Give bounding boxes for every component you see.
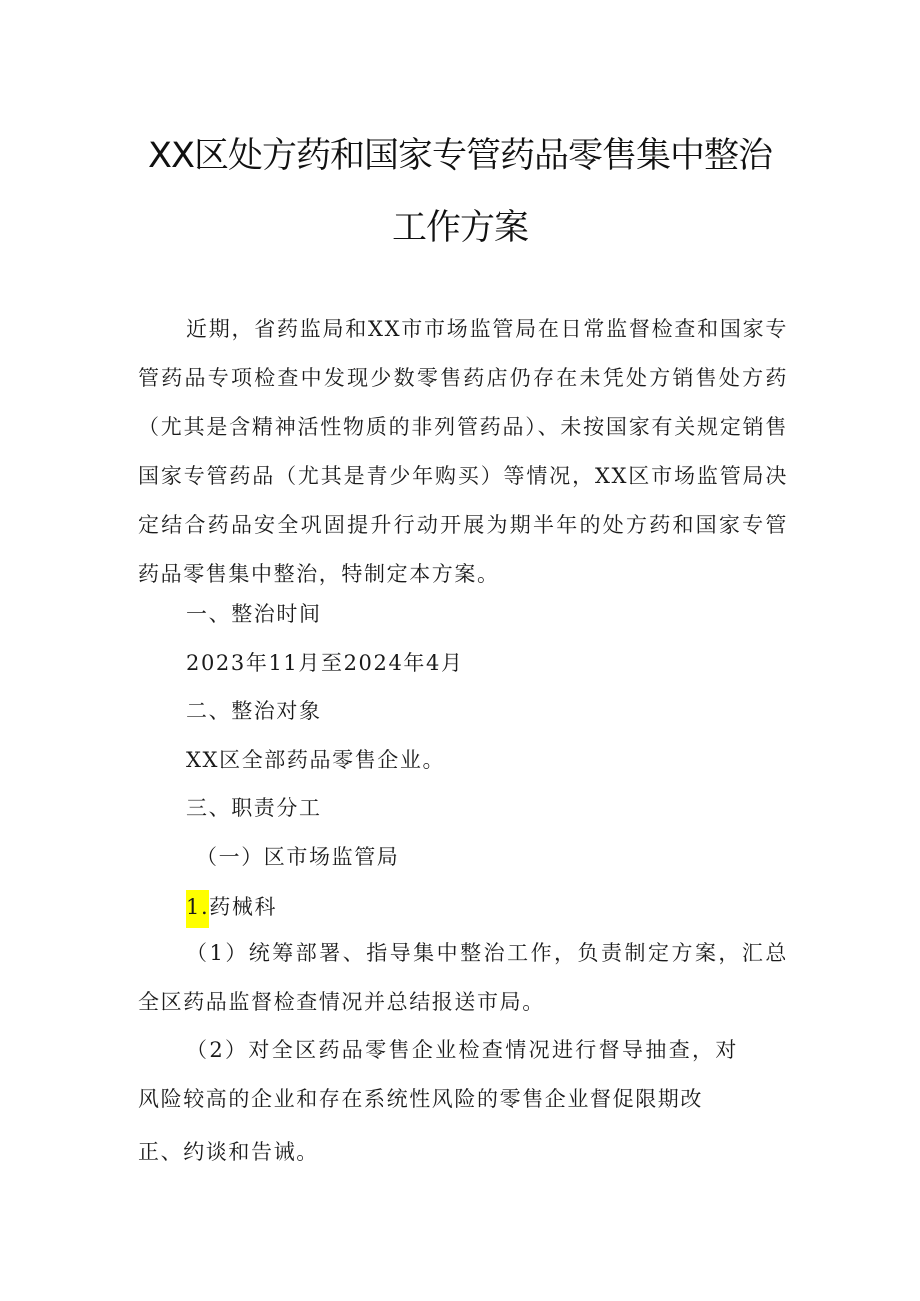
section1-heading: 一、整治时间 [186, 602, 322, 626]
duty2-paragraph: （2）对全区药品零售企业检查情况进行督导抽查，对风险较高的企业和存在系统性风险的零售企业督促限期改 [138, 1038, 738, 1111]
section2-body: XX区全部药品零售企业。 [186, 748, 446, 772]
subsection1-heading: （一）区市场监管局 [196, 845, 400, 869]
document-title-line2: 工作方案 [391, 208, 528, 248]
intro-paragraph: 近期，省药监局和XX市市场监管局在日常监督检查和国家专管药品专项检查中发现少数零售药店仍存在未凭处方销售处方药（尤其是含精神活性物质的非列管药品）、未按国家有关规定销售国家专管药品（尤其是青少年购买）等情况，XX区市场监管局决定结合药品安全巩固提升行动开展为期半年的处方药和国家专管药品零售集中整治，特制定本方案。 [138, 317, 788, 586]
item1-line [186, 890, 277, 928]
section2-heading: 二、整治对象 [186, 699, 322, 723]
duty1-paragraph: （1）统筹部署、指导集中整治工作，负责制定方案，汇总全区药品监督检查情况并总结报送市局。 [138, 941, 788, 1014]
document-title-line1: XX区处方药和国家专管药品零售集中整治 [148, 136, 772, 176]
item1-number-highlight: 1. [186, 890, 209, 928]
section3-heading: 三、职责分工 [186, 796, 322, 820]
section1-body: 2023年11月至2024年4月 [186, 651, 464, 675]
item1-label: 药械科 [209, 895, 278, 919]
duty2-continuation: 正、约谈和告诫。 [138, 1140, 319, 1164]
